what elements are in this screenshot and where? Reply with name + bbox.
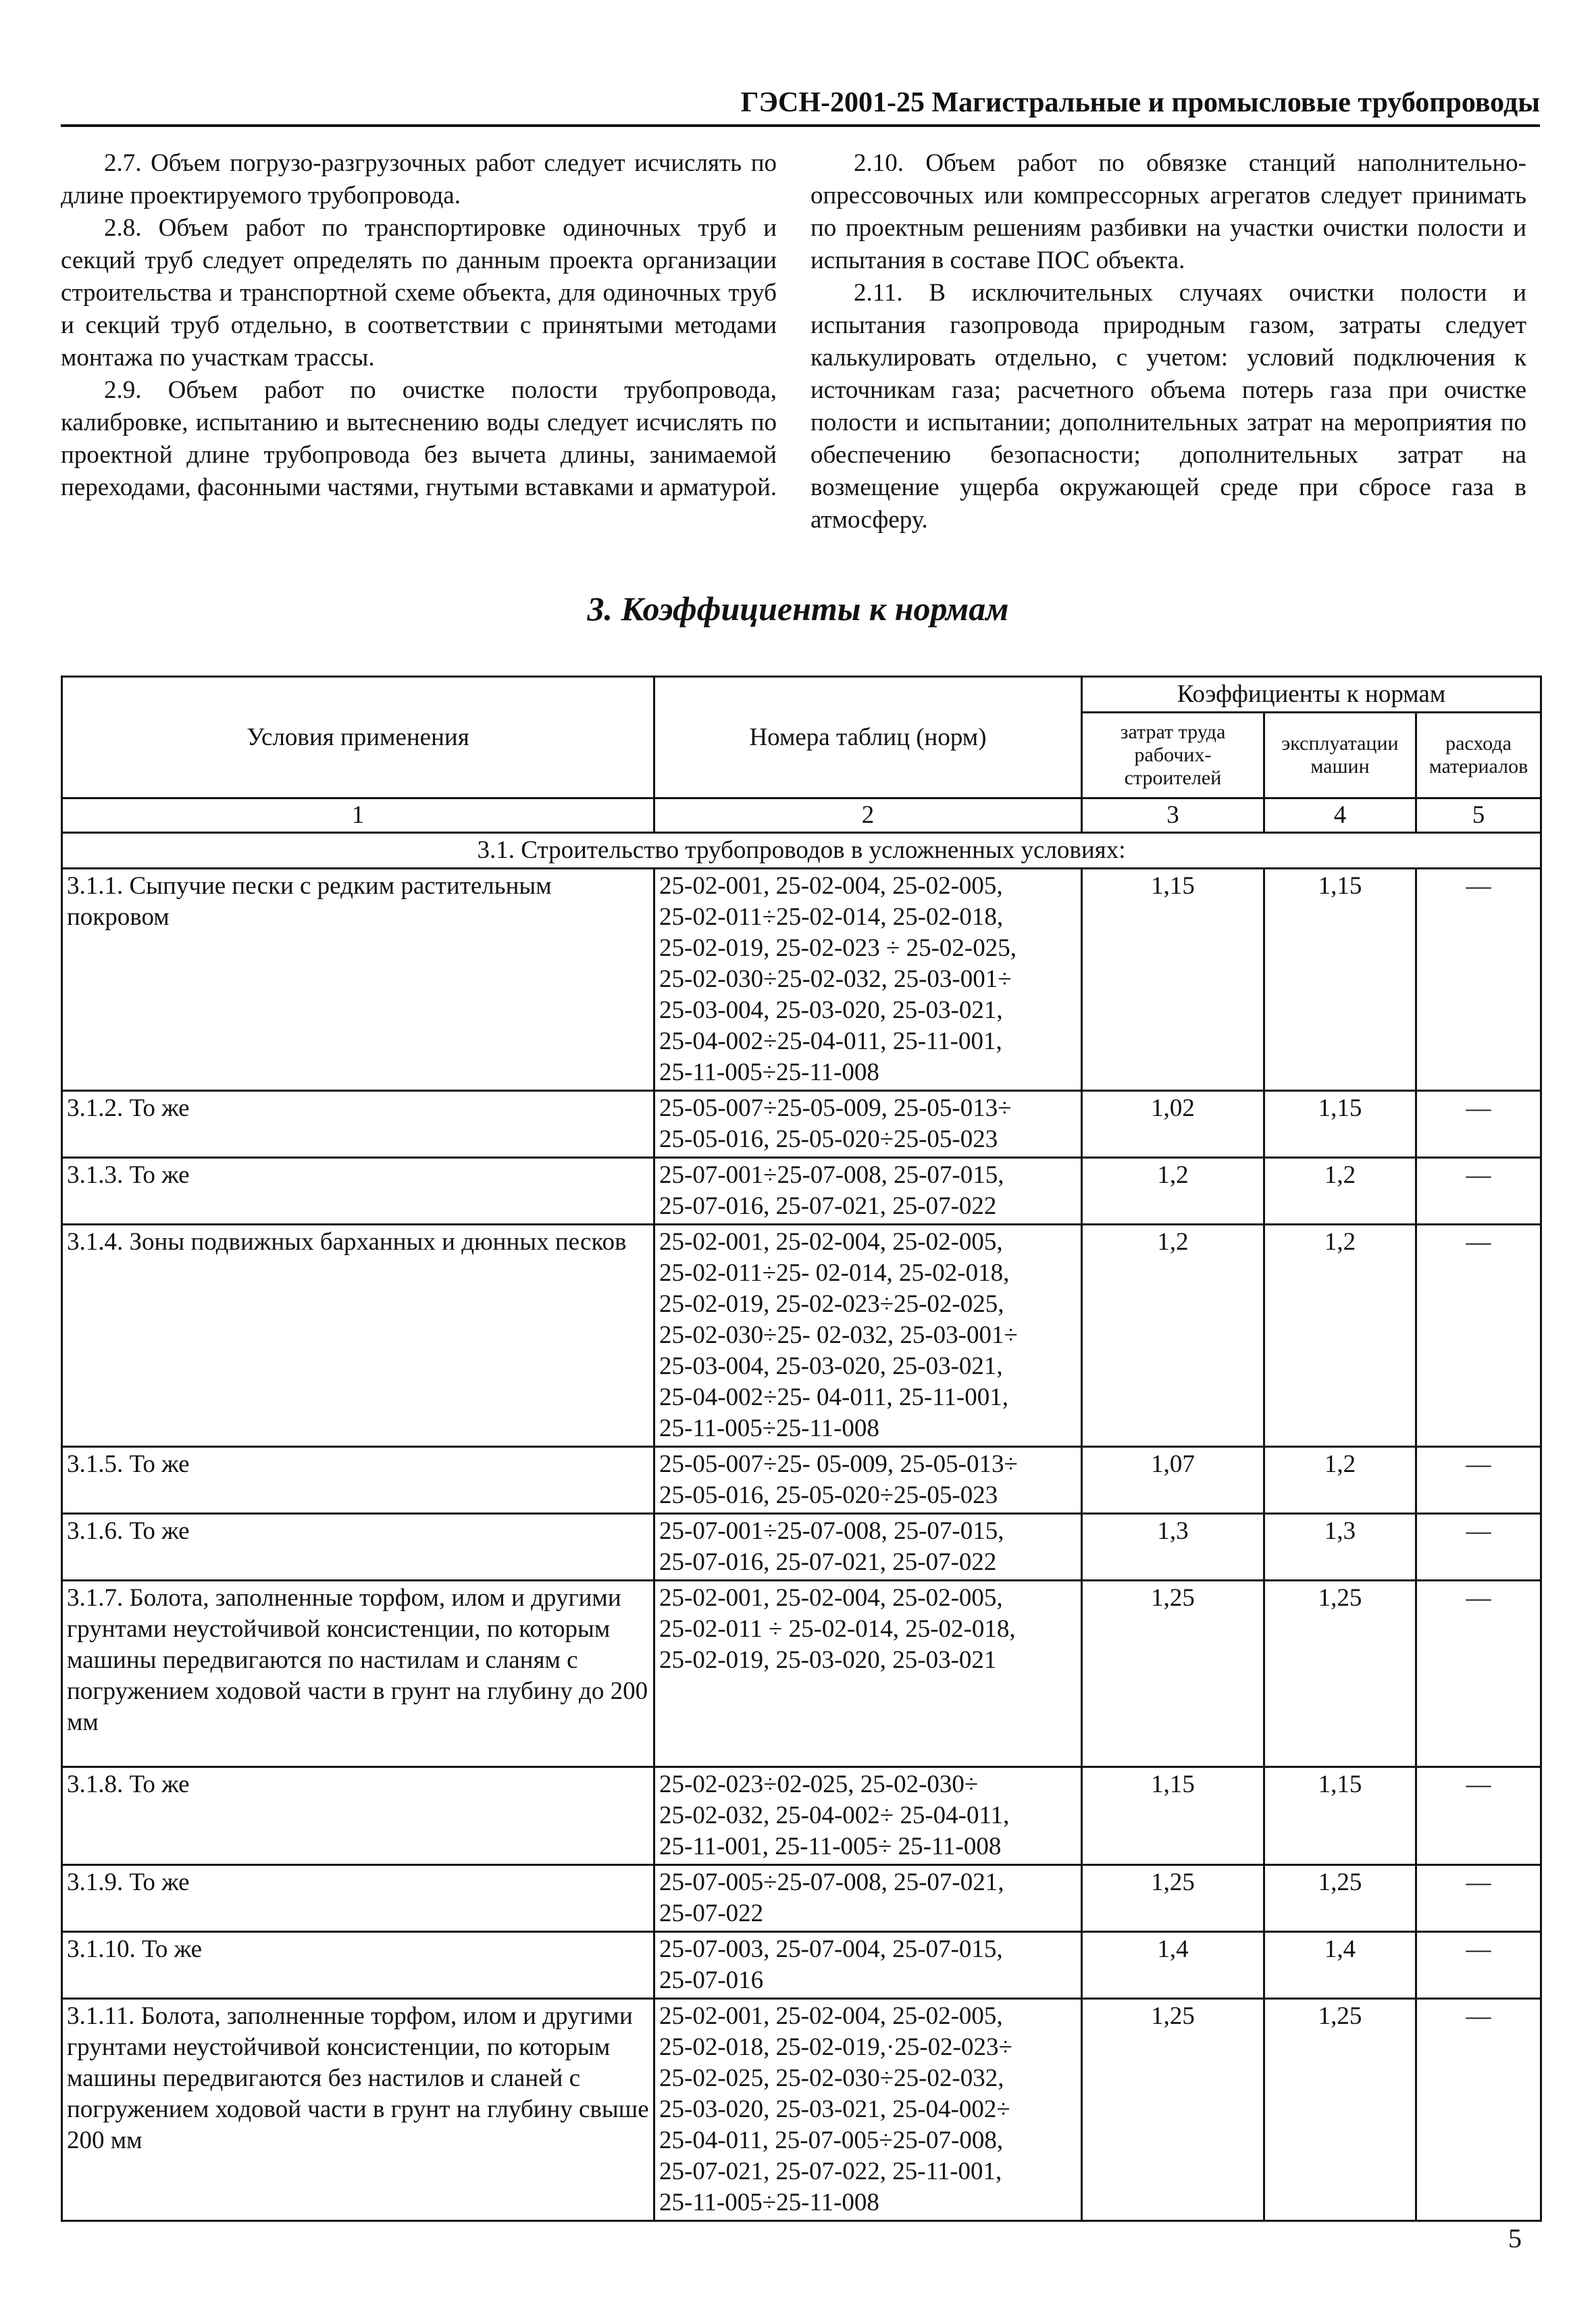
header-title: ГЭСН-2001-25 Магистральные и промысловые трубопроводы: [740, 87, 1540, 118]
table-numbers-cell: 25-05-007÷25- 05-009, 25-05-013÷ 25-05-016, 25-05-020÷25-05-023: [654, 1447, 1082, 1514]
table-numbers-cell: 25-02-023÷02-025, 25-02-030÷ 25-02-032, 25-04-002÷ 25-04-011, 25-11-001, 25-11-005÷ 25-11-008: [654, 1767, 1082, 1865]
paragraph-2-7: 2.7. Объем погрузо-разгрузочных работ следует исчислять по длине проектируемого трубопровода.: [61, 149, 777, 209]
header-conditions: Условия применения: [62, 677, 654, 798]
header-table-numbers: Номера таблиц (норм): [654, 677, 1082, 798]
materials-coefficient-cell: —: [1416, 1581, 1541, 1767]
column-number: 4: [1264, 798, 1416, 833]
machines-coefficient-cell: 1,15: [1264, 1767, 1416, 1865]
machines-coefficient-cell: 1,2: [1264, 1225, 1416, 1447]
materials-coefficient-cell: —: [1416, 1865, 1541, 1932]
section-title: 3. Коэффициенты к нормам: [587, 590, 1009, 628]
labor-coefficient-cell: 1,15: [1082, 869, 1264, 1091]
text-column-right: [810, 147, 1526, 536]
materials-coefficient-cell: —: [1416, 1225, 1541, 1447]
condition-cell: 3.1.8. То же: [62, 1767, 654, 1865]
column-number: 2: [654, 798, 1082, 833]
materials-coefficient-cell: —: [1416, 1158, 1541, 1225]
labor-coefficient-cell: 1,15: [1082, 1767, 1264, 1865]
materials-coefficient-cell: —: [1416, 1091, 1541, 1158]
table-numbers-cell: 25-07-001÷25-07-008, 25-07-015, 25-07-016, 25-07-021, 25-07-022: [654, 1158, 1082, 1225]
materials-coefficient-cell: —: [1416, 1999, 1541, 2221]
condition-cell: 3.1.9. То же: [62, 1865, 654, 1932]
table-row: [62, 1767, 1541, 1865]
machines-coefficient-cell: 1,15: [1264, 1091, 1416, 1158]
condition-cell: 3.1.3. То же: [62, 1158, 654, 1225]
condition-cell: 3.1.10. То же: [62, 1932, 654, 1999]
condition-cell: 3.1.6. То же: [62, 1514, 654, 1581]
condition-cell: 3.1.5. То же: [62, 1447, 654, 1514]
page-number: 5: [1508, 2223, 1522, 2254]
labor-coefficient-cell: 1,4: [1082, 1932, 1264, 1999]
text-column-left: [61, 147, 777, 504]
materials-coefficient-cell: —: [1416, 1932, 1541, 1999]
table-numbers-cell: 25-02-001, 25-02-004, 25-02-005, 25-02-011÷25-02-014, 25-02-018, 25-02-019, 25-02-023 ÷ 25-02-025, 25-02-030÷25-02-032, 25-03-001÷ 25-03-004, 25-03-020, 25-03-021, 25-04-002÷25-04-011, 25-11-001, 25-11-005÷25-11-008: [654, 869, 1082, 1091]
labor-coefficient-cell: 1,2: [1082, 1225, 1264, 1447]
materials-coefficient-cell: —: [1416, 1447, 1541, 1514]
machines-coefficient-cell: 1,25: [1264, 1865, 1416, 1932]
section-row: [62, 833, 1541, 869]
machines-coefficient-cell: 1,4: [1264, 1932, 1416, 1999]
table-numbers-cell: 25-05-007÷25-05-009, 25-05-013÷ 25-05-016, 25-05-020÷25-05-023: [654, 1091, 1082, 1158]
table-numbers-cell: 25-02-001, 25-02-004, 25-02-005, 25-02-011 ÷ 25-02-014, 25-02-018, 25-02-019, 25-03-020, 25-03-021: [654, 1581, 1082, 1767]
condition-cell: 3.1.7. Болота, заполненные торфом, илом и другими грунтами неустойчивой консистенции, по которым машины передвигаются по настилам и сланям с погружением ходовой части в грунт на глубину до 200 мм: [62, 1581, 654, 1767]
column-number: 3: [1082, 798, 1264, 833]
table-row: [62, 1865, 1541, 1932]
header-coefficients: Коэффициенты к нормам: [1082, 677, 1541, 713]
condition-cell: 3.1.4. Зоны подвижных барханных и дюнных песков: [62, 1225, 654, 1447]
table-numbers-cell: 25-07-001÷25-07-008, 25-07-015, 25-07-016, 25-07-021, 25-07-022: [654, 1514, 1082, 1581]
header-labor: затрат труда рабочих-строителей: [1082, 713, 1264, 798]
labor-coefficient-cell: 1,3: [1082, 1514, 1264, 1581]
header-materials: расхода материалов: [1416, 713, 1541, 798]
labor-coefficient-cell: 1,07: [1082, 1447, 1264, 1514]
column-number-row: [62, 798, 1541, 833]
machines-coefficient-cell: 1,2: [1264, 1447, 1416, 1514]
paragraph-2-11: 2.11. В исключительных случаях очистки полости и испытания газопровода природным газом, затраты следует калькулировать отдельно, с учетом: условий подключения к источникам газа; расчетного объема потерь газа при очистке полости и испытании; дополнительных затрат на мероприятия по обеспечению безопасности; дополнительных затрат на возмещение ущерба окружающей среде при сбросе газа в атмосферу.: [810, 279, 1526, 534]
table-row: [62, 869, 1541, 1091]
table-row: [62, 1447, 1541, 1514]
condition-cell: 3.1.2. То же: [62, 1091, 654, 1158]
table-row: [62, 1514, 1541, 1581]
materials-coefficient-cell: —: [1416, 869, 1541, 1091]
table-row: [62, 1581, 1541, 1767]
table-numbers-cell: 25-07-005÷25-07-008, 25-07-021, 25-07-022: [654, 1865, 1082, 1932]
column-number: 1: [62, 798, 654, 833]
header-machines: эксплуатации машин: [1264, 713, 1416, 798]
paragraph-2-10: 2.10. Объем работ по обвязке станций наполнительно-опрессовочных или компрессорных агрегатов следует принимать по проектным решениям разбивки на участки очистки полости и испытания в составе ПОС объекта.: [810, 149, 1526, 274]
labor-coefficient-cell: 1,25: [1082, 1865, 1264, 1932]
machines-coefficient-cell: 1,25: [1264, 1999, 1416, 2221]
table-row: [62, 1225, 1541, 1447]
table-numbers-cell: 25-02-001, 25-02-004, 25-02-005, 25-02-018, 25-02-019,·25-02-023÷ 25-02-025, 25-02-030÷25-02-032, 25-03-020, 25-03-021, 25-04-002÷ 25-04-011, 25-07-005÷25-07-008, 25-07-021, 25-07-022, 25-11-001, 25-11-005÷25-11-008: [654, 1999, 1082, 2221]
paragraph-2-9: 2.9. Объем работ по очистке полости трубопровода, калибровке, испытанию и вытеснению воды следует исчислять по проектной длине трубопровода без вычета длины, занимаемой переходами, фасонными частями, гнутыми вставками и арматурой.: [61, 376, 777, 501]
table-row: [62, 1932, 1541, 1999]
coefficients-table: [61, 676, 1542, 2222]
paragraph-2-8: 2.8. Объем работ по транспортировке одиночных труб и секций труб следует определять по данным проекта организации строительства и транспортной схеме объекта, для одиночных труб и секций труб отдельно, в соответствии с принятыми методами монтажа по участкам трассы.: [61, 214, 777, 372]
table-numbers-cell: 25-02-001, 25-02-004, 25-02-005, 25-02-011÷25- 02-014, 25-02-018, 25-02-019, 25-02-023÷25-02-025, 25-02-030÷25- 02-032, 25-03-001÷ 25-03-004, 25-03-020, 25-03-021, 25-04-002÷25- 04-011, 25-11-001, 25-11-005÷25-11-008: [654, 1225, 1082, 1447]
table-numbers-cell: 25-07-003, 25-07-004, 25-07-015, 25-07-016: [654, 1932, 1082, 1999]
condition-cell: 3.1.1. Сыпучие пески с редким растительным покровом: [62, 869, 654, 1091]
section-label: 3.1. Строительство трубопроводов в усложненных условиях:: [62, 833, 1541, 869]
condition-cell: 3.1.11. Болота, заполненные торфом, илом и другими грунтами неустойчивой консистенции, по которым машины передвигаются без настилов и сланей с погружением ходовой части в грунт на глубину свыше 200 мм: [62, 1999, 654, 2221]
materials-coefficient-cell: —: [1416, 1767, 1541, 1865]
machines-coefficient-cell: 1,2: [1264, 1158, 1416, 1225]
column-number: 5: [1416, 798, 1541, 833]
materials-coefficient-cell: —: [1416, 1514, 1541, 1581]
table-row: [62, 1091, 1541, 1158]
labor-coefficient-cell: 1,02: [1082, 1091, 1264, 1158]
table-row: [62, 1158, 1541, 1225]
labor-coefficient-cell: 1,25: [1082, 1999, 1264, 2221]
machines-coefficient-cell: 1,25: [1264, 1581, 1416, 1767]
table-row: [62, 1999, 1541, 2221]
labor-coefficient-cell: 1,2: [1082, 1158, 1264, 1225]
machines-coefficient-cell: 1,3: [1264, 1514, 1416, 1581]
machines-coefficient-cell: 1,15: [1264, 869, 1416, 1091]
page-header: [61, 80, 1540, 127]
labor-coefficient-cell: 1,25: [1082, 1581, 1264, 1767]
